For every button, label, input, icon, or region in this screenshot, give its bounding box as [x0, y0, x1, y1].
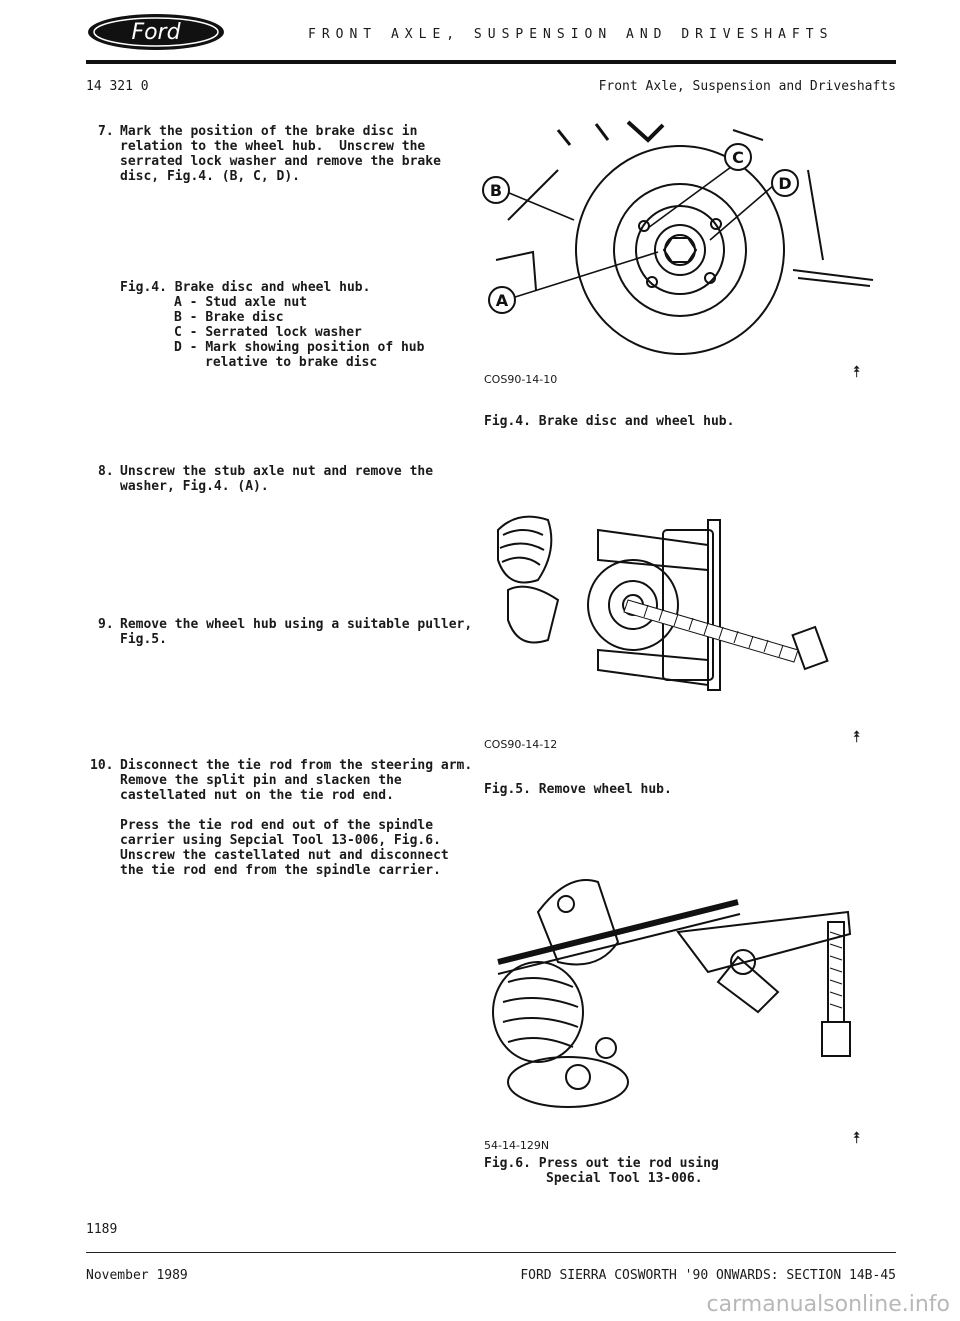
fig4-brake-disc-illustration — [478, 100, 878, 375]
orientation-mark-icon: ⯭ — [852, 362, 862, 381]
fig5-ref: COS90-14-12 — [484, 738, 558, 751]
step-8-text: Unscrew the stub axle nut and remove the washer, Fig.4. (A). — [120, 464, 434, 494]
fig6-caption: Fig.6. Press out tie rod using Special Tool 13-006. — [484, 1156, 719, 1186]
fig6-ref: 54-14-129N — [484, 1139, 550, 1152]
step-7-text: Mark the position of the brake disc in relation to the wheel hub. Unscrew the serrated lock washer and remove the brake disc, Fig.4. (B, C, D). — [120, 124, 441, 184]
fig4-key: Fig.4. Brake disc and wheel hub. A - Stud axle nut B - Brake disc C - Serrated lock washer D - Mark showing position of hub relative to brake disc — [120, 280, 425, 370]
orientation-mark-icon: ⯭ — [852, 727, 862, 746]
footer-publication: FORD SIERRA COSWORTH '90 ONWARDS: SECTION 14B-45 — [520, 1268, 896, 1283]
fig5-hub-puller-illustration — [478, 490, 838, 705]
section-name: Front Axle, Suspension and Driveshafts — [598, 79, 896, 94]
step-10-continued: Press the tie rod end out of the spindle carrier using Sepcial Tool 13-006, Fig.6. Unscrew the castellated nut and disconnect the tie rod end from the spindle carrier. — [120, 818, 449, 878]
ford-logo — [86, 12, 226, 52]
fig4-label-a: A — [495, 291, 509, 310]
fig4-label-c: C — [732, 148, 744, 167]
step-10-text: Disconnect the tie rod from the steering arm. Remove the split pin and slacken the castellated nut on the tie rod end. — [120, 758, 473, 803]
step-8-number: 8. — [98, 464, 114, 479]
page-number: 1189 — [86, 1222, 118, 1237]
step-9-text: Remove the wheel hub using a suitable puller, Fig.5. — [120, 617, 473, 647]
orientation-mark-icon: ⯭ — [852, 1128, 862, 1147]
fig5-caption: Fig.5. Remove wheel hub. — [484, 782, 672, 797]
header-rule — [86, 60, 896, 64]
header-title: FRONT AXLE, SUSPENSION AND DRIVESHAFTS — [308, 27, 834, 42]
fig4-label-b: B — [489, 181, 503, 200]
step-9-number: 9. — [98, 617, 114, 632]
ford-logo-text: Ford — [131, 20, 181, 45]
fig4-caption: Fig.4. Brake disc and wheel hub. — [484, 414, 735, 429]
section-code: 14 321 0 — [86, 79, 149, 94]
watermark: carmanualsonline.info — [706, 1292, 950, 1317]
fig4-key-title: Fig.4. Brake disc and wheel hub. — [120, 280, 371, 295]
fig4-ref: COS90-14-10 — [484, 373, 558, 386]
footer-rule — [86, 1252, 896, 1253]
footer-date: November 1989 — [86, 1268, 188, 1283]
step-10-number: 10. — [90, 758, 114, 773]
fig4-label-d: D — [778, 174, 792, 193]
step-7-number: 7. — [98, 124, 114, 139]
fig6-tie-rod-tool-illustration — [478, 862, 878, 1112]
